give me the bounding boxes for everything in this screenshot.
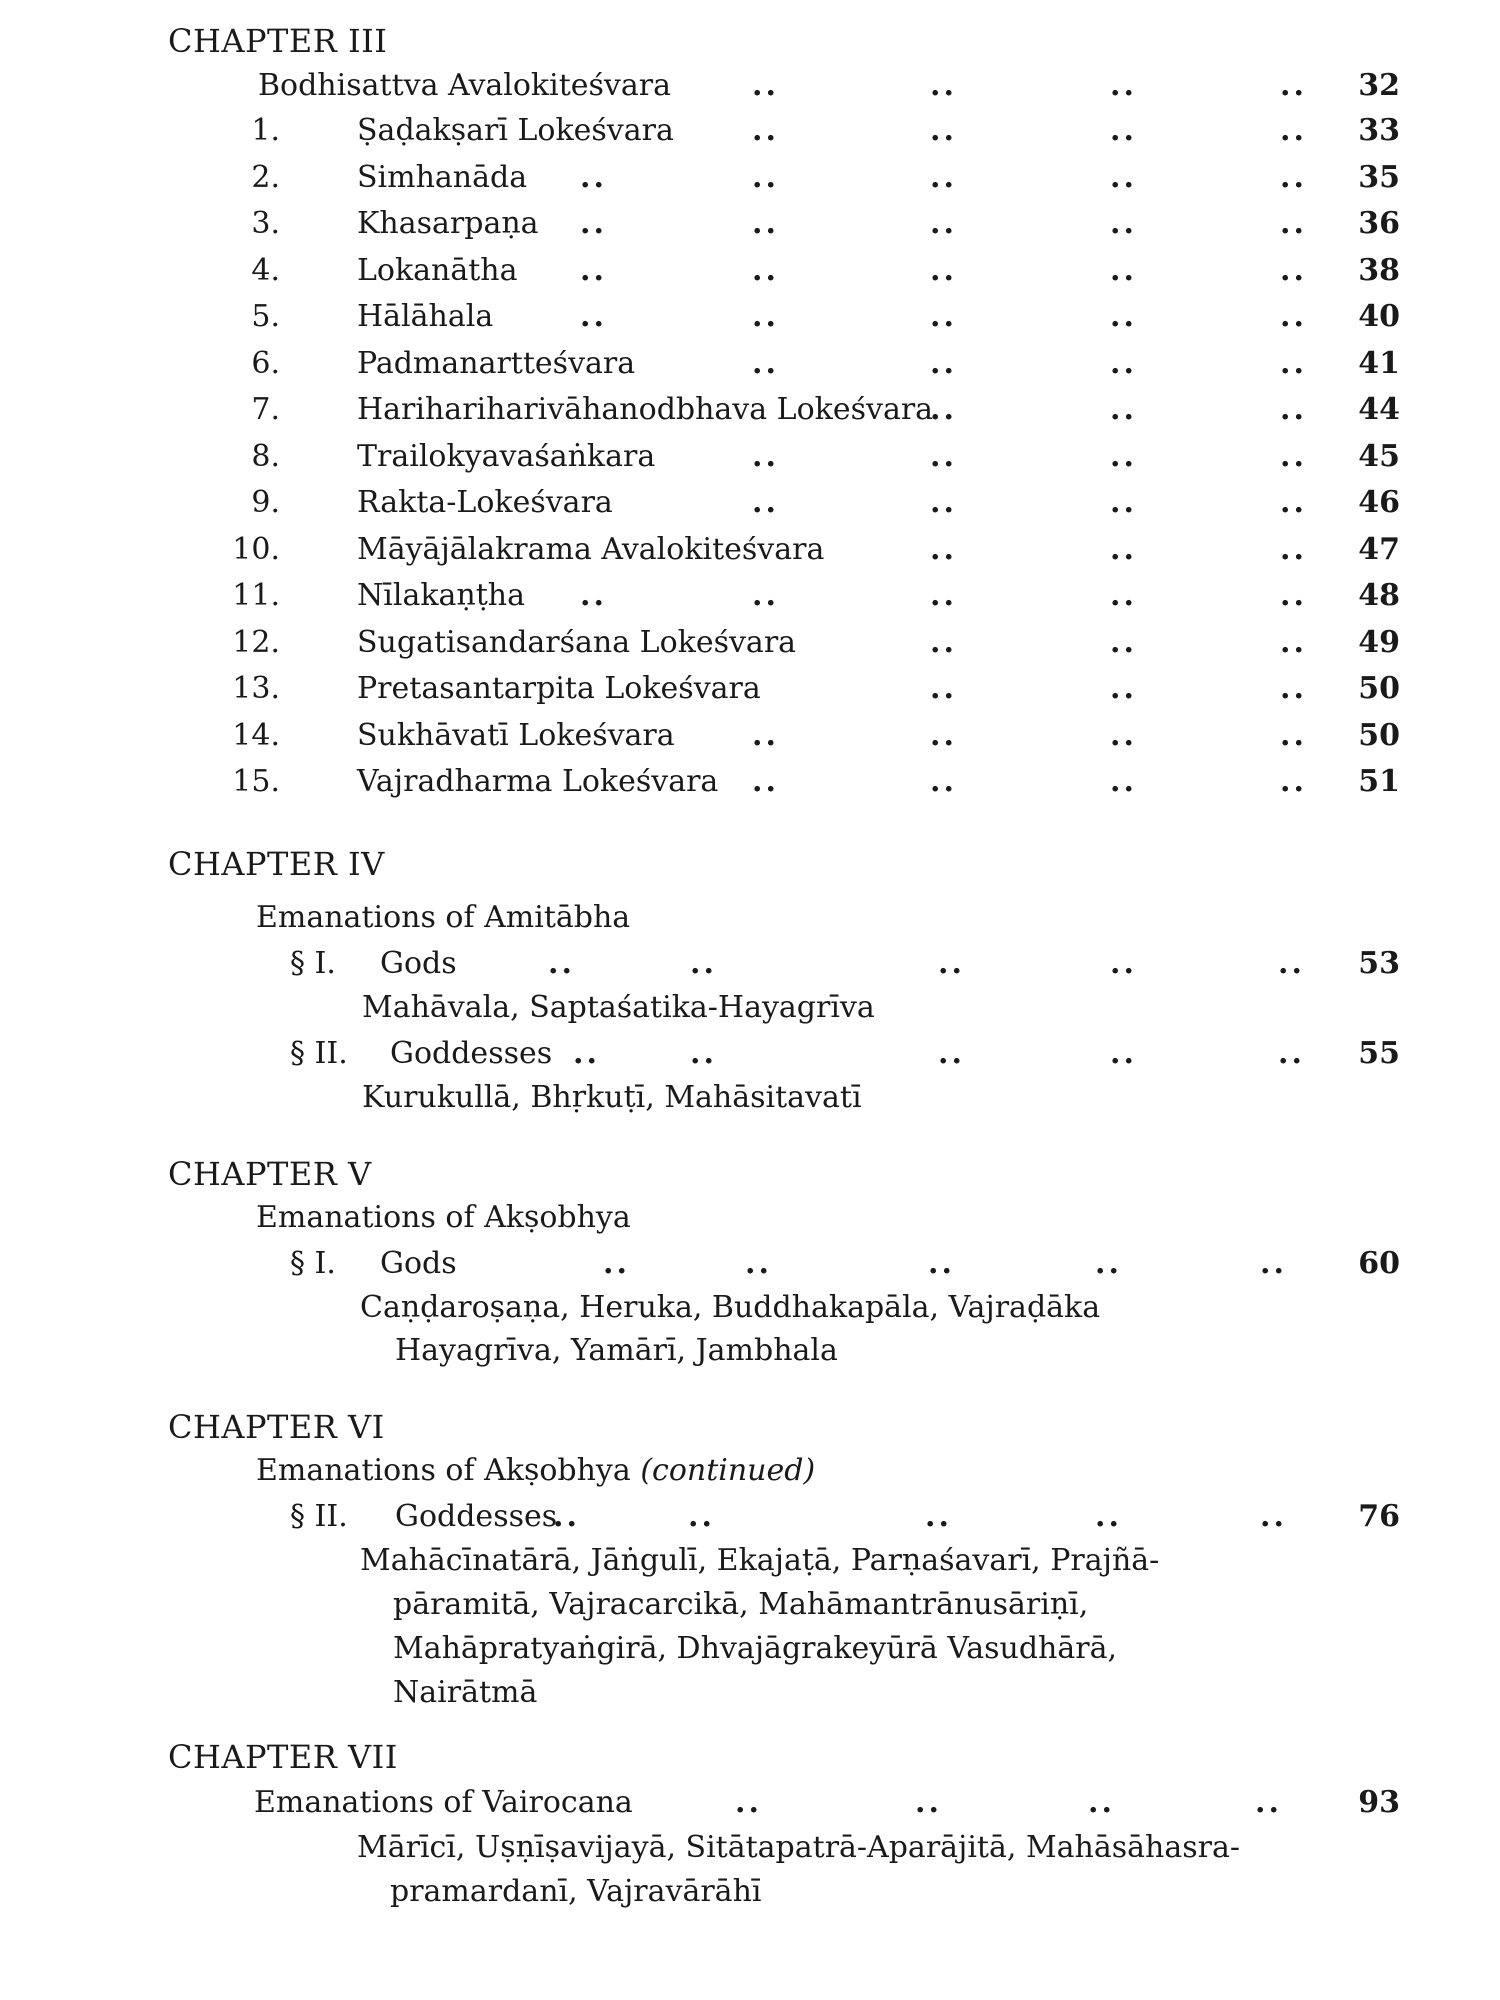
leader-dots: .. (752, 485, 779, 520)
leader-dots: .. (938, 1036, 965, 1071)
leader-dots: .. (1110, 439, 1137, 474)
leader-dots: .. (752, 206, 779, 241)
entry-number: 9. (251, 485, 280, 520)
leader-dots: .. (1280, 392, 1307, 427)
leader-dots: .. (1280, 764, 1307, 799)
entry-title: Trailokyavaśaṅkara (357, 439, 656, 474)
leader-dots: .. (1260, 1246, 1287, 1281)
leader-dots: .. (1255, 1785, 1282, 1820)
entry-number: 15. (232, 764, 280, 799)
entry-page: 50 (1358, 671, 1400, 706)
toc-entry (0, 439, 1500, 479)
chapter-6-label: CHAPTER VI (168, 1408, 385, 1446)
leader-dots: .. (1278, 1036, 1305, 1071)
entry-page: 45 (1358, 439, 1400, 474)
leader-dots: .. (1280, 68, 1307, 103)
entry-title: Māyājālakrama Avalokiteśvara (357, 532, 825, 567)
toc-entry (0, 299, 1500, 339)
chapter-7-heading-row (0, 1785, 1500, 1825)
entry-title: Pretasantarpita Lokeśvara (357, 671, 761, 706)
chapter-7-names-line-1: Mārīcī, Uṣṇīṣavijayā, Sitātapatrā-Aparājitā, Mahāsāhasra- (357, 1830, 1241, 1865)
leader-dots: .. (752, 68, 779, 103)
chapter-4-heading: Emanations of Amitābha (256, 900, 631, 935)
leader-dots: .. (1095, 1246, 1122, 1281)
section-title: Gods (380, 946, 457, 981)
entry-number: 11. (232, 578, 280, 613)
toc-entry (0, 578, 1500, 618)
leader-dots: .. (1278, 946, 1305, 981)
leader-dots: .. (1280, 160, 1307, 195)
toc-entry (0, 346, 1500, 386)
entry-title: Vajradharma Lokeśvara (357, 764, 719, 799)
chapter-4-gods-names: Mahāvala, Saptaśatika-Hayagrīva (362, 990, 875, 1025)
toc-entry (0, 718, 1500, 758)
leader-dots: .. (752, 764, 779, 799)
entry-page: 35 (1358, 160, 1400, 195)
leader-dots: .. (930, 346, 957, 381)
chapter-6-heading-row (256, 1453, 815, 1488)
leader-dots: .. (1110, 68, 1137, 103)
leader-dots: .. (752, 439, 779, 474)
leader-dots: .. (580, 160, 607, 195)
section-title: Goddesses (390, 1036, 553, 1071)
chapter-5-names-line-1: Caṇḍaroṣaṇa, Heruka, Buddhakapāla, Vajraḍāka (360, 1290, 1101, 1325)
entry-page: 41 (1358, 346, 1400, 381)
leader-dots: .. (930, 392, 957, 427)
chapter-6-heading: Emanations of Akṣobhya (256, 1453, 631, 1488)
leader-dots: .. (1110, 160, 1137, 195)
leader-dots: .. (930, 485, 957, 520)
leader-dots: .. (752, 299, 779, 334)
leader-dots: .. (1280, 113, 1307, 148)
entry-page: 40 (1358, 299, 1400, 334)
section-page: 76 (1358, 1499, 1400, 1534)
leader-dots: .. (1280, 532, 1307, 567)
chapter-6-heading-note: (continued) (640, 1453, 816, 1488)
chapter-3-heading-page: 32 (1358, 68, 1400, 103)
entry-number: 6. (251, 346, 280, 381)
leader-dots: .. (580, 299, 607, 334)
toc-entry (0, 485, 1500, 525)
leader-dots: .. (1110, 113, 1137, 148)
leader-dots: .. (930, 671, 957, 706)
leader-dots: .. (1110, 485, 1137, 520)
entry-number: 10. (232, 532, 280, 567)
leader-dots: .. (548, 946, 575, 981)
section-title: Goddesses (395, 1499, 558, 1534)
leader-dots: .. (752, 578, 779, 613)
leader-dots: .. (553, 1499, 580, 1534)
leader-dots: .. (1280, 299, 1307, 334)
leader-dots: .. (1110, 1036, 1137, 1071)
chapter-4-section-goddesses-row (0, 1036, 1500, 1076)
leader-dots: .. (690, 946, 717, 981)
leader-dots: .. (580, 206, 607, 241)
chapter-3-heading-row (0, 68, 1500, 108)
leader-dots: .. (915, 1785, 942, 1820)
chapter-5-names-line-2: Hayagrīva, Yamārī, Jambhala (395, 1333, 838, 1368)
chapter-4-goddesses-names: Kurukullā, Bhṛkuṭī, Mahāsitavatī (362, 1080, 862, 1115)
leader-dots: .. (1110, 299, 1137, 334)
entry-number: 5. (251, 299, 280, 334)
entry-page: 33 (1358, 113, 1400, 148)
leader-dots: .. (735, 1785, 762, 1820)
leader-dots: .. (925, 1499, 952, 1534)
leader-dots: .. (930, 299, 957, 334)
entry-title: Ṣaḍakṣarī Lokeśvara (357, 113, 674, 148)
leader-dots: .. (930, 439, 957, 474)
entry-number: 7. (251, 392, 280, 427)
leader-dots: .. (930, 68, 957, 103)
chapter-6-names-line-2: pāramitā, Vajracarcikā, Mahāmantrānusāriṇī, (393, 1587, 1089, 1622)
chapter-4-label: CHAPTER IV (168, 845, 385, 883)
entry-page: 50 (1358, 718, 1400, 753)
entry-title: Lokanātha (357, 253, 518, 288)
leader-dots: .. (1280, 346, 1307, 381)
chapter-6-section-goddesses-row (0, 1499, 1500, 1539)
entry-number: 14. (232, 718, 280, 753)
leader-dots: .. (930, 532, 957, 567)
chapter-5-heading: Emanations of Akṣobhya (256, 1200, 631, 1235)
leader-dots: .. (930, 113, 957, 148)
chapter-7-heading: Emanations of Vairocana (254, 1785, 633, 1820)
section-page: 53 (1358, 946, 1400, 981)
leader-dots: .. (1110, 392, 1137, 427)
toc-entry (0, 253, 1500, 293)
leader-dots: .. (1110, 718, 1137, 753)
chapter-6-names-line-3: Mahāpratyaṅgirā, Dhvajāgrakeyūrā Vasudhārā, (393, 1631, 1118, 1666)
leader-dots: .. (930, 764, 957, 799)
section-title: Gods (380, 1246, 457, 1281)
leader-dots: .. (752, 113, 779, 148)
leader-dots: .. (580, 578, 607, 613)
leader-dots: .. (1280, 578, 1307, 613)
leader-dots: .. (573, 1036, 600, 1071)
section-number: § I. (290, 946, 336, 981)
leader-dots: .. (1280, 485, 1307, 520)
section-number: § II. (290, 1499, 348, 1534)
entry-page: 48 (1358, 578, 1400, 613)
leader-dots: .. (580, 253, 607, 288)
section-page: 60 (1358, 1246, 1400, 1281)
leader-dots: .. (752, 718, 779, 753)
entry-title: Padmanartteśvara (357, 346, 636, 381)
leader-dots: .. (1095, 1499, 1122, 1534)
entry-page: 47 (1358, 532, 1400, 567)
entry-page: 51 (1358, 764, 1400, 799)
chapter-6-names-line-4: Nairātmā (393, 1675, 538, 1710)
leader-dots: .. (930, 206, 957, 241)
chapter-7-names-line-2: pramardanī, Vajravārāhī (390, 1874, 762, 1909)
section-page: 55 (1358, 1036, 1400, 1071)
leader-dots: .. (603, 1246, 630, 1281)
leader-dots: .. (1110, 206, 1137, 241)
entry-title: Nīlakaṇṭha (357, 578, 525, 613)
leader-dots: .. (938, 946, 965, 981)
entry-page: 46 (1358, 485, 1400, 520)
leader-dots: .. (1280, 206, 1307, 241)
leader-dots: .. (1110, 532, 1137, 567)
entry-page: 36 (1358, 206, 1400, 241)
entry-title: Harihariharivāhanodbhava Lokeśvara (357, 392, 934, 427)
chapter-3-heading: Bodhisattva Avalokiteśvara (258, 68, 671, 103)
leader-dots: .. (930, 625, 957, 660)
leader-dots: .. (690, 1036, 717, 1071)
leader-dots: .. (928, 1246, 955, 1281)
leader-dots: .. (1110, 625, 1137, 660)
chapter-5-label: CHAPTER V (168, 1155, 372, 1193)
entry-number: 4. (251, 253, 280, 288)
entry-number: 8. (251, 439, 280, 474)
leader-dots: .. (1110, 253, 1137, 288)
toc-entry (0, 113, 1500, 153)
toc-entry (0, 532, 1500, 572)
leader-dots: .. (930, 160, 957, 195)
leader-dots: .. (1088, 1785, 1115, 1820)
entry-page: 44 (1358, 392, 1400, 427)
entry-number: 1. (251, 113, 280, 148)
leader-dots: .. (1110, 946, 1137, 981)
section-number: § II. (290, 1036, 348, 1071)
chapter-4-section-gods-row (0, 946, 1500, 986)
chapter-3-label: CHAPTER III (168, 22, 388, 60)
entry-title: Khasarpaṇa (357, 206, 539, 241)
leader-dots: .. (1280, 671, 1307, 706)
leader-dots: .. (1280, 718, 1307, 753)
toc-entry (0, 206, 1500, 246)
leader-dots: .. (1110, 346, 1137, 381)
leader-dots: .. (930, 718, 957, 753)
leader-dots: .. (1110, 764, 1137, 799)
leader-dots: .. (1110, 578, 1137, 613)
leader-dots: .. (752, 346, 779, 381)
entry-title: Rakta-Lokeśvara (357, 485, 613, 520)
section-number: § I. (290, 1246, 336, 1281)
leader-dots: .. (1280, 253, 1307, 288)
toc-entry (0, 625, 1500, 665)
leader-dots: .. (1280, 439, 1307, 474)
leader-dots: .. (930, 578, 957, 613)
entry-page: 38 (1358, 253, 1400, 288)
leader-dots: .. (752, 160, 779, 195)
leader-dots: .. (1280, 625, 1307, 660)
toc-entry (0, 764, 1500, 804)
entry-number: 3. (251, 206, 280, 241)
leader-dots: .. (688, 1499, 715, 1534)
entry-title: Simhanāda (357, 160, 528, 195)
entry-page: 49 (1358, 625, 1400, 660)
toc-entry (0, 392, 1500, 432)
leader-dots: .. (930, 253, 957, 288)
entry-title: Sukhāvatī Lokeśvara (357, 718, 675, 753)
entry-title: Hālāhala (357, 299, 494, 334)
chapter-6-names-line-1: Mahācīnatārā, Jāṅgulī, Ekajaṭā, Parṇaśavarī, Prajñā- (360, 1543, 1160, 1578)
leader-dots: .. (1110, 671, 1137, 706)
chapter-7-page: 93 (1358, 1785, 1400, 1820)
leader-dots: .. (752, 253, 779, 288)
entry-title: Sugatisandarśana Lokeśvara (357, 625, 797, 660)
chapter-7-label: CHAPTER VII (168, 1738, 398, 1776)
toc-entry (0, 160, 1500, 200)
chapter-5-section-gods-row (0, 1246, 1500, 1286)
toc-entry (0, 671, 1500, 711)
leader-dots: .. (1260, 1499, 1287, 1534)
entry-number: 2. (251, 160, 280, 195)
entry-number: 12. (232, 625, 280, 660)
leader-dots: .. (745, 1246, 772, 1281)
entry-number: 13. (232, 671, 280, 706)
